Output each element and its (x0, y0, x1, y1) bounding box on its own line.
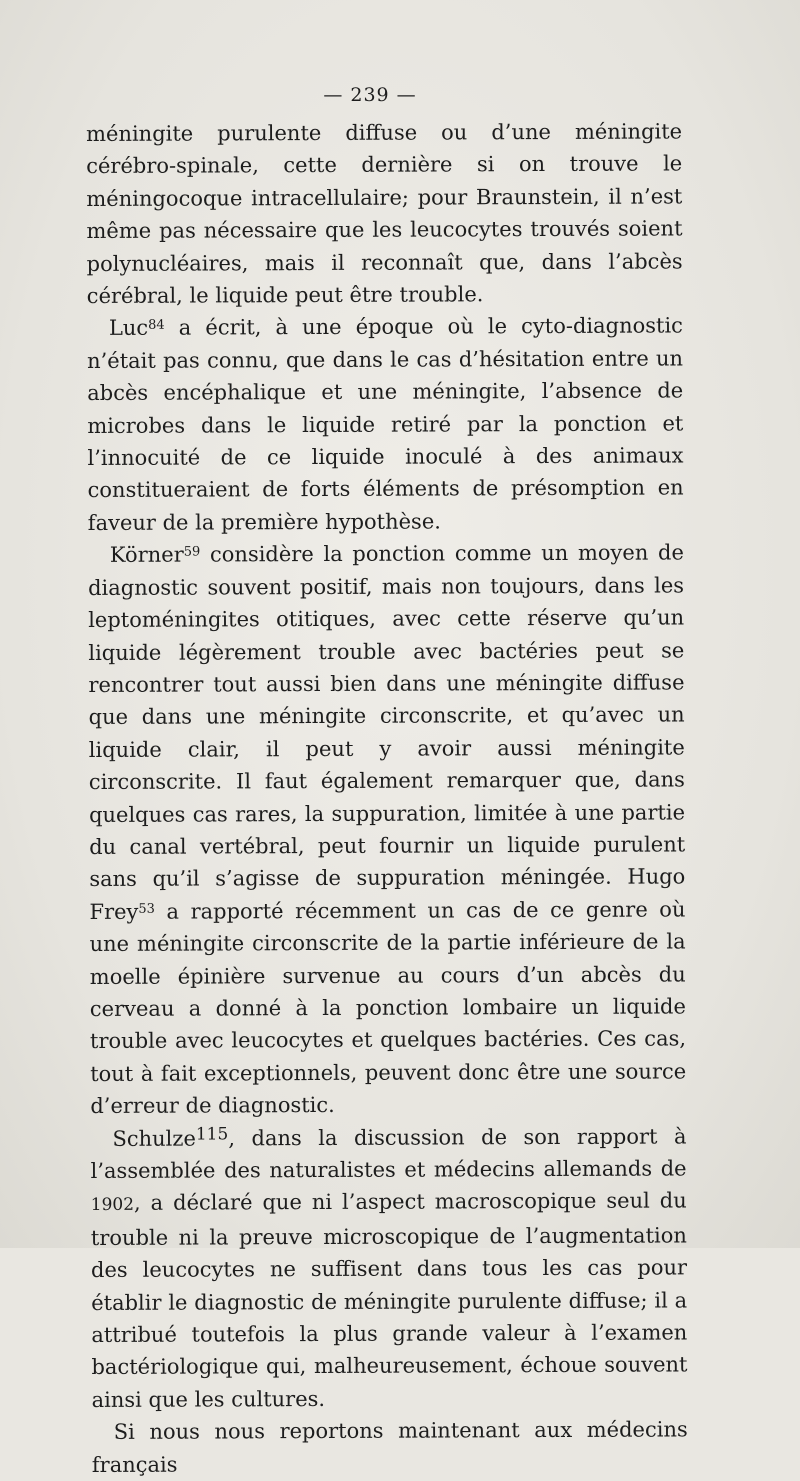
author-schulze: Schulze (112, 1126, 196, 1151)
paragraph-5-text: Si nous nous reportons maintenant aux médecins français (91, 1417, 688, 1477)
paragraph-4 (90, 1120, 687, 1416)
paragraph-4-text: , dans la discussion de son rapport à l’assemblée des naturalistes et médecins allemands de (90, 1123, 687, 1183)
author-hugo-frey: Hugo Frey (89, 864, 686, 924)
body-text (86, 115, 688, 1481)
author-korner: Körner (109, 542, 184, 568)
page-number: — 239 — (323, 84, 417, 106)
paragraph-2-text: a écrit, à une époque où le cyto-diagnostic n’était pas connu, que dans le cas d’hésitation entre un abcès encéphalique et une méningite, l’absence de microbes dans le liquide retiré par la ponction et l’innocuité de ce liquide inoculé à des animaux constitueraient de forts éléments de présomption en faveur de la première hypothèse. (87, 313, 684, 535)
reference-number: 115 (195, 1123, 229, 1145)
reference-number: 84 (148, 318, 165, 334)
reference-number: 59 (183, 544, 201, 560)
paragraph-1-text: méningite purulente diffuse ou d’une méningite cérébro-spinale, cette dernière si on trouve le méningocoque intracellulaire; pour Braunstein, il n’est même pas nécessaire que les leucocytes trouvés soient polynucléaires, mais il reconnaît que, dans l’abcès cérébral, le liquide peut être trouble. (86, 119, 683, 309)
paragraph-3 (88, 537, 687, 1123)
paragraph-3-text: considère la ponction comme un moyen de diagnostic souvent positif, mais non toujours, dans les leptoméningites otitiques, avec cette réserve qu’un liquide légèrement trouble avec bactéries peut se rencontrer tout aussi bien dans une méningite diffuse que dans une méningite circonscrite, et qu’avec un liquide clair, il peut y avoir aussi méningite circonscrite. Il faut également remarquer que, dans quelques cas rares, la suppuration, limitée à une partie du canal vertébral, peut fournir un liquide purulent sans qu’il s’agisse de suppuration méningée. (87, 540, 686, 892)
paragraph-4-text-cont: , a déclaré que ni l’aspect macroscopique seul du trouble ni la preuve microscopique de l’augmentation des leucocytes ne suffisent dans tous les cas pour établir le diagnostic de méningite purulente diffuse; il a attribué toutefois la plus grande valeur à l’examen bactériologique qui, malheureusement, échoue souvent ainsi que les cultures. (90, 1188, 688, 1412)
author-luc: Luc (108, 316, 149, 341)
reference-number: 53 (138, 901, 155, 917)
paragraph-3-text-cont: a rapporté récemment un cas de ce genre où une méningite circonscrite de la partie inférieure de la moelle épinière survenue au cours d’un abcès du cerveau a donné à la ponction lombaire un liquide trouble avec leucocytes et quelques bactéries. Ces cas, tout à fait exceptionnels, peuvent donc être une source d’erreur de diagnostic. (89, 897, 687, 1119)
paragraph-1 (86, 115, 683, 312)
paragraph-2 (87, 310, 684, 539)
year: 1902 (90, 1195, 135, 1216)
paragraph-5 (92, 1414, 688, 1481)
